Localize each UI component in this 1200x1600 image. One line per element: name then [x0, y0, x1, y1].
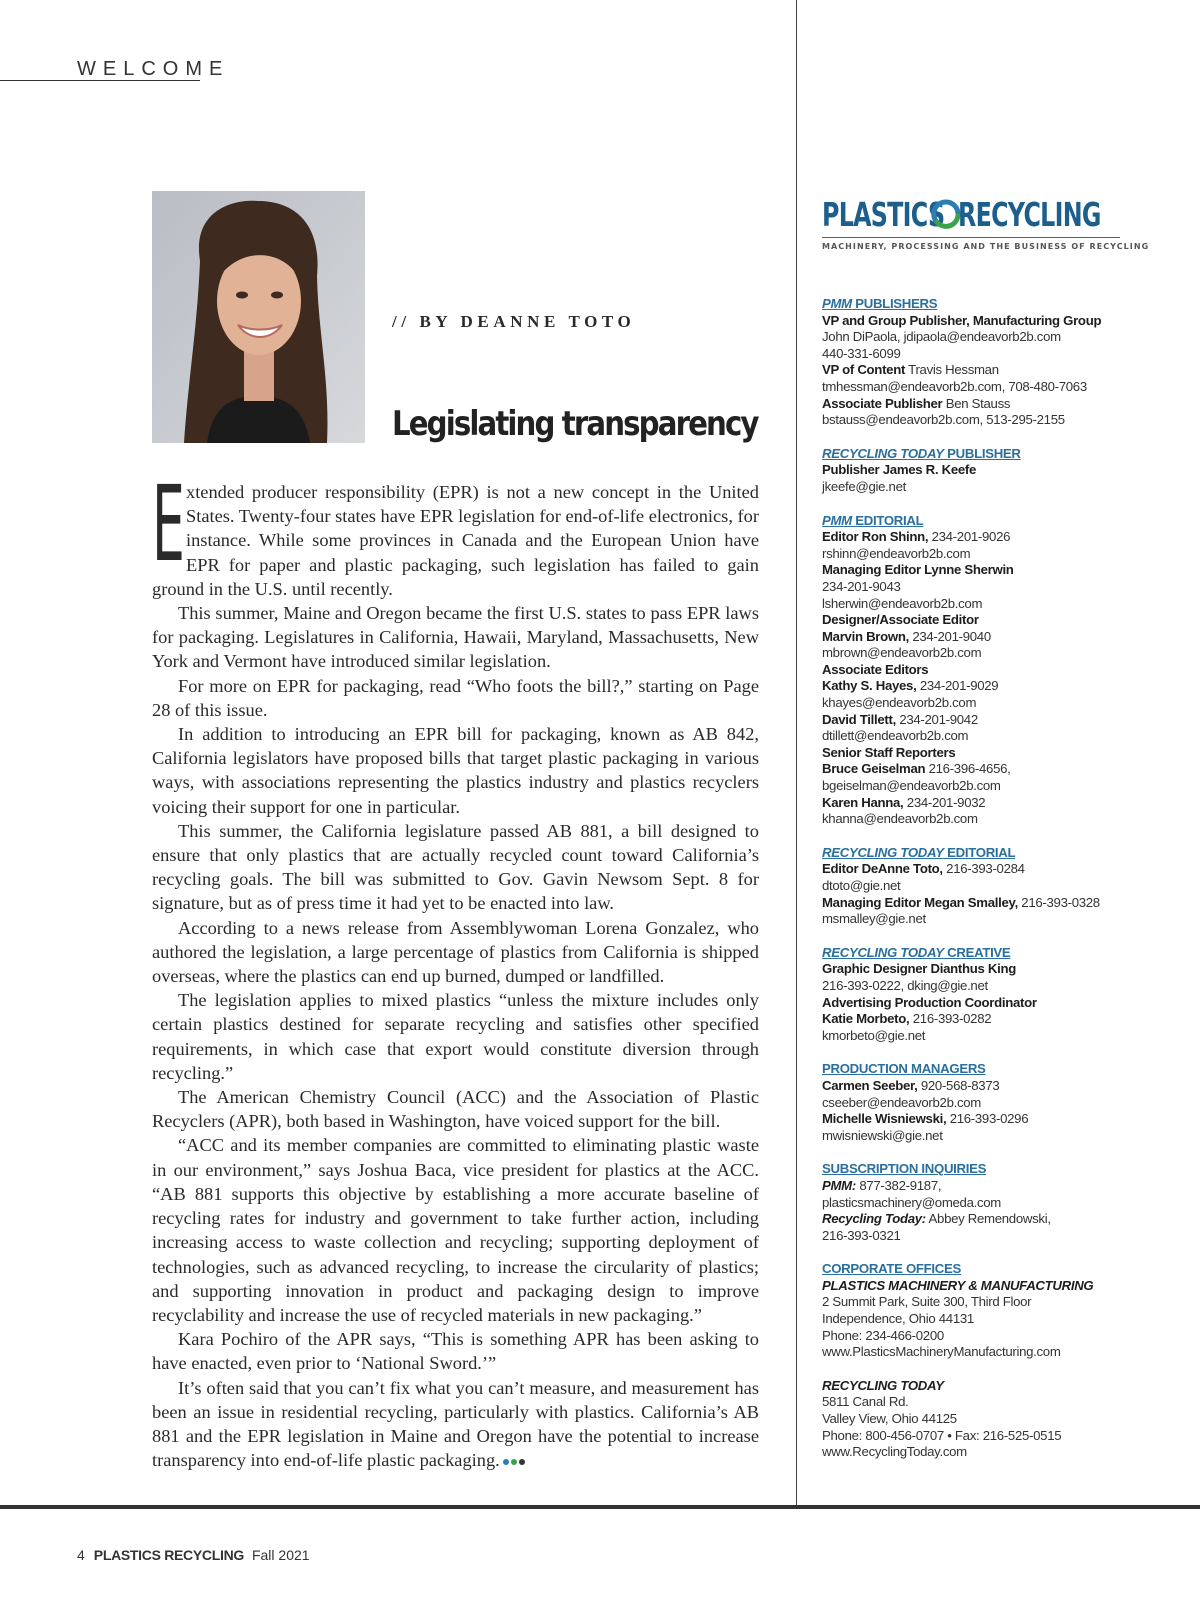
section-subscription: SUBSCRIPTION INQUIRIES PMM: 877-382-9187, plasticsmachinery@omeda.com Recycling Today: Abbey Remendowski, 216-393-0321 [822, 1161, 1182, 1244]
footer-magazine-name: PLASTICS RECYCLING [93, 1547, 244, 1563]
section-heading: RECYCLING TODAY EDITORIAL [822, 844, 1016, 860]
article-paragraph: The legislation applies to mixed plastics “unless the mixture includes only certain plastics destined for separate recycling and satisfies other specified requirements, in which case that export would constitute diversion through recycling.” [152, 990, 759, 1083]
end-dot-1 [503, 1459, 509, 1465]
logo-rule [822, 237, 1120, 238]
column-divider [796, 0, 797, 1506]
footer-issue: Fall 2021 [251, 1547, 310, 1563]
section-corporate: CORPORATE OFFICES PLASTICS MACHINERY & MANUFACTURING 2 Summit Park, Suite 300, Third Floor Independence, Ohio 44131 Phone: 234-466-0200 www.PlasticsMachineryManufacturing.com RECYCLING TODAY 5811 Canal Rd. Valley View, Ohio 44125 Phone: 800-456-0707 • Fax: 216-525-0515 www.RecyclingToday.com [822, 1261, 1182, 1461]
end-dot-3 [519, 1459, 525, 1465]
article-paragraph: According to a news release from Assemblywoman Lorena Gonzalez, who authored the legislation, a large percentage of plastics from California is shipped overseas, where the plastics can end up burned, dumped or landfilled. [152, 917, 759, 987]
headline: Legislating transparency [392, 404, 758, 444]
footer-rule [0, 1505, 1200, 1509]
masthead-staff [822, 296, 1182, 1478]
section-pmm-publishers: PMM PUBLISHERS VP and Group Publisher, Manufacturing Group John DiPaola, jdipaola@endeavorb2b.com 440-331-6099 VP of Content Travis Hessman tmhessman@endeavorb2b.com, 708-480-7063 Associate Publisher Ben Stauss bstauss@endeavorb2b.com, 513-295-2155 [822, 296, 1182, 429]
article-paragraph: Kara Pochiro of the APR says, “This is something APR has been asking to have enacted, even prior to ‘National Sword.’” [152, 1329, 759, 1374]
article-paragraph-last: It’s often said that you can’t fix what you can’t measure, and measurement has been an issue in residential recycling, particularly with plastics. California’s AB 881 and the EPR legislation in Maine and Oregon have the potential to increase transparency into end-of-life plastic packaging. [152, 1377, 759, 1471]
byline: // BY DEANNE TOTO [392, 312, 636, 331]
section-production: PRODUCTION MANAGERS Carmen Seeber, 920-568-8373 cseeber@endeavorb2b.com Michelle Wisniewski, 216-393-0296 mwisniewski@gie.net [822, 1061, 1182, 1144]
page-number: 4 [77, 1547, 85, 1563]
end-mark-icon [503, 1459, 525, 1465]
section-heading: RECYCLING TODAY PUBLISHER [822, 445, 1021, 461]
magazine-logo [822, 195, 1150, 255]
article-paragraph: This summer, Maine and Oregon became the first U.S. states to pass EPR laws for packaging. Legislatures in California, Hawaii, Maryland, Massachusetts, New York and Vermont have introduced similar legislation. [152, 603, 759, 672]
section-heading: PRODUCTION MANAGERS [822, 1061, 986, 1077]
article-body [152, 463, 759, 1472]
author-photo [152, 191, 365, 443]
article-paragraph: “ACC and its member companies are committed to eliminating plastic waste in our environment,” says Joshua Baca, vice president for plastics at the ACC. “AB 881 supports this objective by establishing a more accurate baseline of recycling rates for industry and government to take further action, including increasing access to waste collection and recycling; supporting deployment of technologies, such as advanced recycling, to increase the circularity of plastics; and supporting innovation in product and packaging design to improve recyclability and increase the use of recycled materials in new packaging.” [152, 1135, 759, 1325]
logo-tagline: MACHINERY, PROCESSING AND THE BUSINESS OF RECYCLING [822, 242, 1150, 251]
section-label: WELCOME [77, 58, 230, 80]
page-footer [77, 1547, 310, 1563]
section-rt-publisher: RECYCLING TODAY PUBLISHER Publisher James R. Keefe jkeefe@gie.net [822, 446, 1182, 496]
article-paragraph: In addition to introducing an EPR bill for packaging, known as AB 842, California legislators have proposed bills that target plastic packaging in various ways, with associations representing the plastics industry and plastics recyclers voicing their support for one in particular. [152, 724, 759, 817]
section-pmm-editorial: PMM EDITORIAL Editor Ron Shinn, 234-201-9026 rshinn@endeavorb2b.com Managing Editor Lynne Sherwin 234-201-9043 lsherwin@endeavorb2b.com Designer/Associate Editor Marvin Brown, 234-201-9040 mbrown@endeavorb2b.com Associate Editors Kathy S. Hayes, 234-201-9029 khayes@endeavorb2b.com David Tillett, 234-201-9042 dtillett@endeavorb2b.com Senior Staff Reporters Bruce Geiselman 216-396-4656, bgeiselman@endeavorb2b.com Karen Hanna, 234-201-9032 khanna@endeavorb2b.com [822, 513, 1182, 828]
article-paragraph: For more on EPR for packaging, read “Who foots the bill?,” starting on Page 28 of this issue. [152, 675, 759, 720]
logo-word-recycling: RECYCLING [958, 195, 1101, 234]
section-rule [0, 80, 200, 81]
end-dot-2 [511, 1459, 517, 1465]
section-heading: PMM EDITORIAL [822, 512, 924, 528]
section-heading: RECYCLING TODAY CREATIVE [822, 944, 1011, 960]
drop-cap: E [152, 463, 185, 585]
logo-word-plastics: PLASTICS [822, 195, 945, 234]
article-paragraph-1: Extended producer responsibility (EPR) is not a new concept in the United States. Twenty-four states have EPR legislation for end-of-life electronics, for instance. While some provinces in Canada and the European Union have EPR for paper and plastic packaging, such legislation has failed to gain ground in the U.S. until recently. [152, 463, 759, 599]
article-paragraph: This summer, the California legislature passed AB 881, a bill designed to ensure that only plastics that are actually recycled count toward California’s recycling goals. The bill was submitted to Gov. Gavin Newsom Sept. 8 for signature, but as of press time it had yet to be enacted into law. [152, 820, 759, 914]
section-heading: PMM PUBLISHERS [822, 296, 938, 311]
section-heading: SUBSCRIPTION INQUIRIES [822, 1161, 987, 1177]
article-paragraph: The American Chemistry Council (ACC) and the Association of Plastic Recyclers (APR), both based in Washington, have voiced support for the bill. [152, 1087, 759, 1132]
section-heading: CORPORATE OFFICES [822, 1261, 961, 1277]
section-rt-creative: RECYCLING TODAY CREATIVE Graphic Designer Dianthus King 216-393-0222, dking@gie.net Advertising Production Coordinator Katie Morbeto, 216-393-0282 kmorbeto@gie.net [822, 945, 1182, 1045]
section-rt-editorial: RECYCLING TODAY EDITORIAL Editor DeAnne Toto, 216-393-0284 dtoto@gie.net Managing Editor Megan Smalley, 216-393-0328 msmalley@gie.net [822, 845, 1182, 928]
